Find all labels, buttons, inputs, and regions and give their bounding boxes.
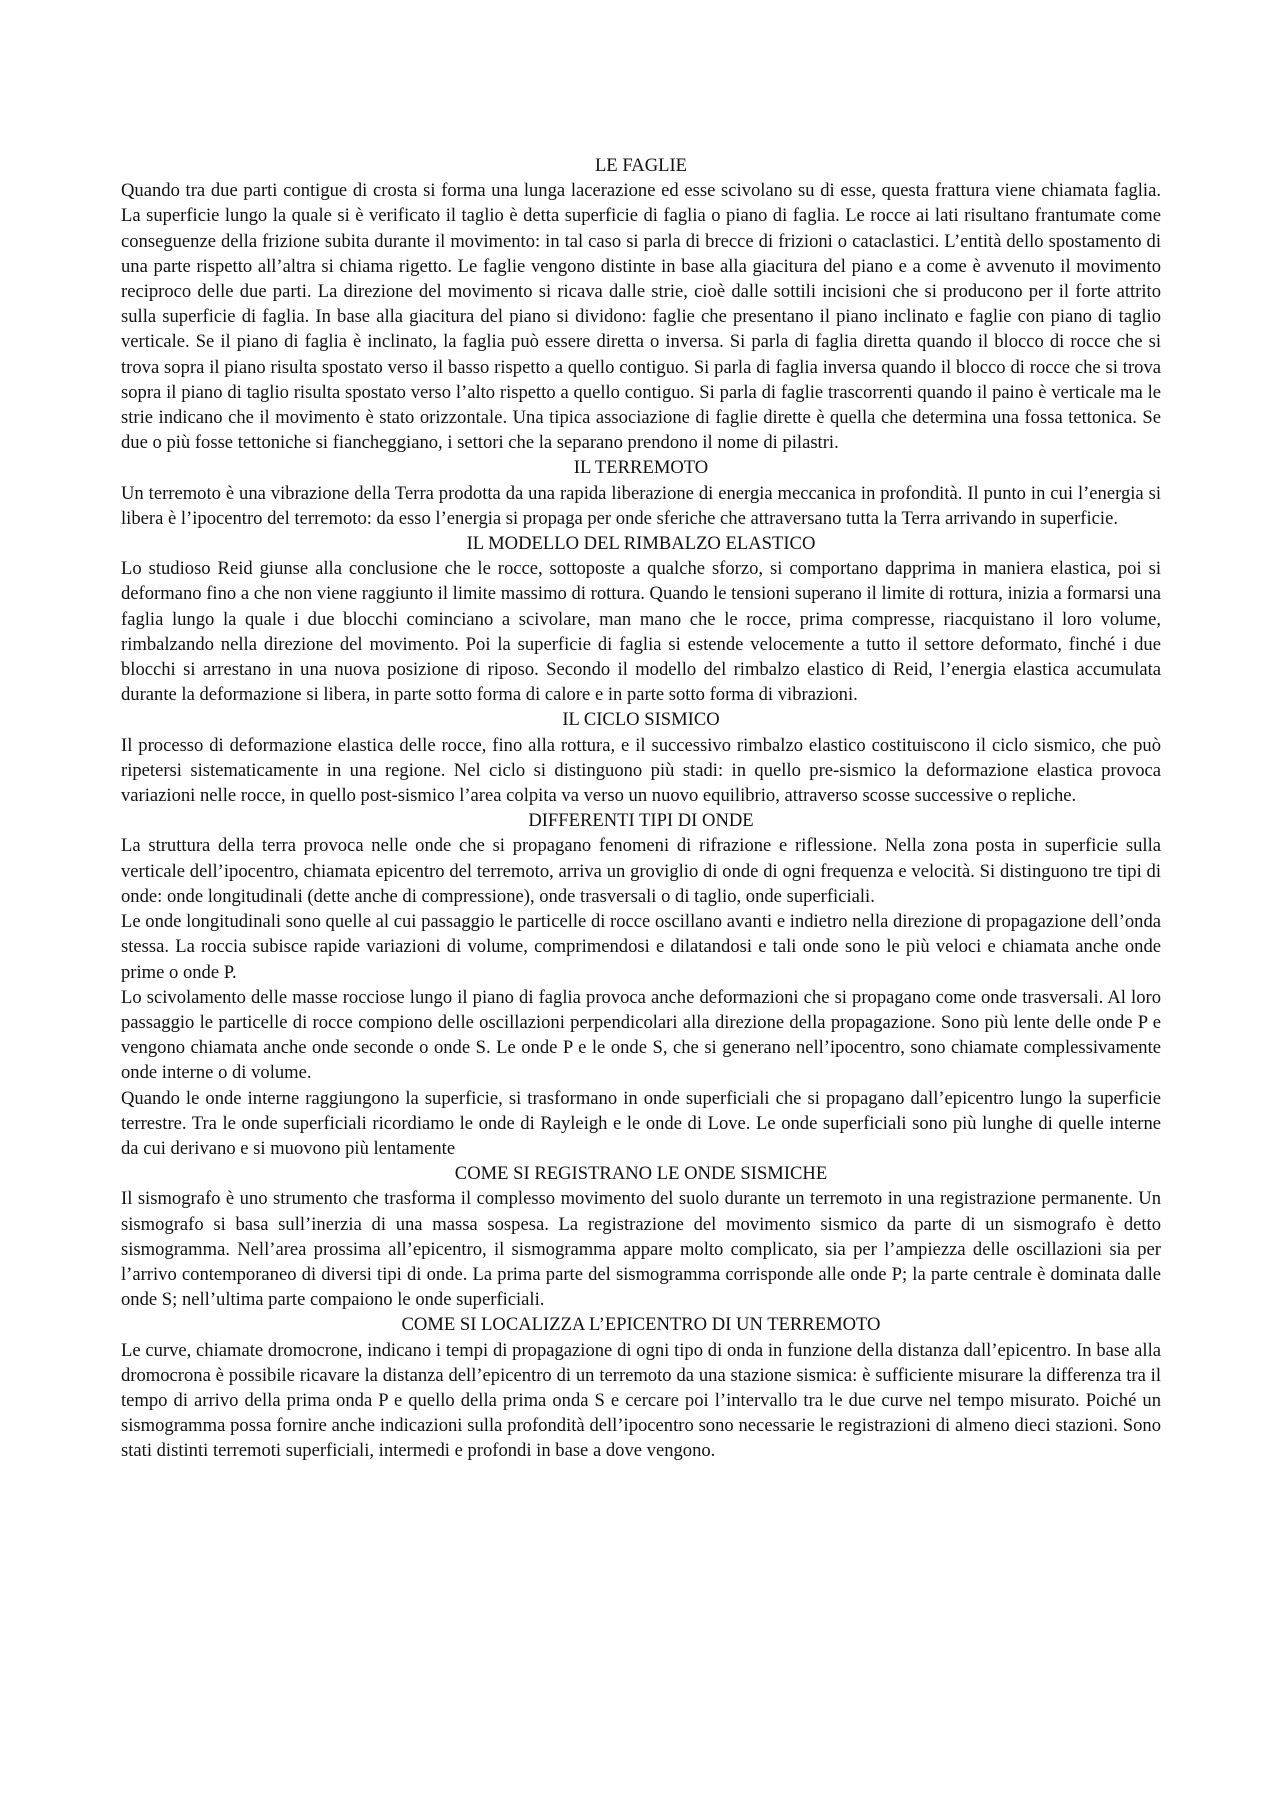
- paragraph: Quando le onde interne raggiungono la superficie, si trasformano in onde superficiali che si propagano dall’epicentro lungo la superficie terrestre. Tra le onde superficiali ricordiamo le onde di Rayleigh e le onde di Love. Le onde superficiali sono più lunghe di quelle interne da cui derivano e si muovono più lentamente: [121, 1087, 1161, 1159]
- section-terremoto: [121, 455, 1161, 531]
- paragraph: La struttura della terra provoca nelle onde che si propagano fenomeni di rifrazione e riflessione. Nella zona posta in superficie sulla verticale dell’ipocentro, chiamata epicentro del terremoto, arriva un groviglio di onde di ogni frequenza e velocità. Si distinguono tre tipi di onde: onde longitudinali (dette anche di compressione), onde trasversali o di taglio, onde superficiali.: [121, 835, 1161, 907]
- section-ciclo-sismico: [121, 707, 1161, 808]
- section-faglie: [121, 153, 1161, 455]
- paragraph: Lo scivolamento delle masse rocciose lungo il piano di faglia provoca anche deformazioni che si propagano come onde trasversali. Al loro passaggio le particelle di rocce compiono delle oscillazioni perpendicolari alla direzione della propagazione. Sono più lente delle onde P e vengono chiamata anche onde seconde o onde S. Le onde P e le onde S, che si generano nell’ipocentro, sono chiamate complessivamente onde interne o di volume.: [121, 986, 1161, 1084]
- section-title: COME SI LOCALIZZA L’EPICENTRO DI UN TERREMOTO: [401, 1314, 881, 1336]
- section-registrazione-onde: [121, 1161, 1161, 1312]
- section-title: DIFFERENTI TIPI DI ONDE: [528, 810, 754, 832]
- section-title: LE FAGLIE: [594, 155, 688, 176]
- section-title: IL MODELLO DEL RIMBALZO ELASTICO: [466, 533, 816, 555]
- paragraph: Le curve, chiamate dromocrone, indicano i tempi di propagazione di ogni tipo di onda in funzione della distanza dall’epicentro. In base alla dromocrona è possibile ricavare la distanza dell’epicentro di un terremoto da una stazione sismica: è sufficiente misurare la differenza tra il tempo di arrivo della prima onda P e quello della prima onda S e cercare poi l’intervallo tra le due curve nel tempo misurato. Poiché un sismogramma possa fornire anche indicazioni sulla profondità dell’ipocentro sono necessarie le registrazioni di almeno dieci stazioni. Sono stati distinti terremoti superficiali, intermedi e profondi in base a dove vengono.: [121, 1339, 1161, 1462]
- paragraph: Un terremoto è una vibrazione della Terra prodotta da una rapida liberazione di energia meccanica in profondità. Il punto in cui l’energia si libera è l’ipocentro del terremoto: da esso l’energia si propaga per onde sferiche che attraversano tutta la Terra arrivando in superficie.: [121, 482, 1161, 529]
- paragraph: Lo studioso Reid giunse alla conclusione che le rocce, sottoposte a qualche sforzo, si comportano dapprima in maniera elastica, poi si deformano fino a che non viene raggiunto il limite massimo di rottura. Quando le tensioni superano il limite di rottura, inizia a formarsi una faglia lungo la quale i due blocchi cominciano a scivolare, man mano che le rocce, prima compresse, riacquistano il loro volume, rimbalzando nella direzione del movimento. Poi la superficie di faglia si estende velocemente a tutto il settore deformato, finché i due blocchi si arrestano in una nuova posizione di riposo. Secondo il modello del rimbalzo elastico di Reid, l’energia elastica accumulata durante la deformazione si libera, in parte sotto forma di calore e in parte sotto forma di vibrazioni.: [121, 558, 1161, 706]
- document-page: [121, 153, 1161, 1464]
- paragraph: Il processo di deformazione elastica delle rocce, fino alla rottura, e il successivo rimbalzo elastico costituiscono il ciclo sismico, che può ripetersi sistematicamente in una regione. Nel ciclo si distinguono più stadi: in quello pre-sismico la deformazione elastica provoca variazioni nelle rocce, in quello post-sismico l’area colpita va verso un nuovo equilibrio, attraverso scosse successive o repliche.: [121, 734, 1161, 807]
- section-title: IL TERREMOTO: [573, 457, 709, 479]
- section-localizzazione-epicentro: [121, 1312, 1161, 1463]
- section-title: IL CICLO SISMICO: [562, 709, 720, 731]
- section-tipi-di-onde: [121, 808, 1161, 1161]
- paragraph: Le onde longitudinali sono quelle al cui passaggio le particelle di rocce oscillano avanti e indietro nella direzione di propagazione dell’onda stessa. La roccia subisce rapide variazioni di volume, comprimendosi e dilatandosi e tali onde sono le più veloci e chiamata anche onde prime o onde P.: [121, 911, 1161, 983]
- paragraph: Quando tra due parti contigue di crosta si forma una lunga lacerazione ed esse scivolano su di esse, questa frattura viene chiamata faglia. La superficie lungo la quale si è verificato il taglio è detta superficie di faglia o piano di faglia. Le rocce ai lati risultano frantumate come conseguenze della frizione subita durante il movimento: in tal caso si parla di brecce di frizioni o cataclastici. L’entità dello spostamento di una parte rispetto all’altra si chiama rigetto. Le faglie vengono distinte in base alla giacitura del piano e a come è avvenuto il movimento reciproco delle due parti. La direzione del movimento si ricava dalle strie, cioè dalle sottili incisioni che si producono per il forte attrito sulla superficie di faglia. In base alla giacitura del piano si dividono: faglie che presentano il piano inclinato e faglie con piano di taglio verticale. Se il piano di faglia è inclinato, la faglia può essere diretta o inversa. Si parla di faglia diretta quando il blocco di rocce che si trova sopra il piano risulta spostato verso il basso rispetto a quello contiguo. Si parla di faglia inversa quando il blocco di rocce che si trova sopra il piano di taglio risulta spostato verso l’alto rispetto a quello contiguo. Si parla di faglie trascorrenti quando il paino è verticale ma le strie indicano che il movimento è stato orizzontale. Una tipica associazione di faglie dirette è quella che determina una fossa tettonica. Se due o più fosse tettoniche si fiancheggiano, i settori che la separano prendono il nome di pilastri.: [121, 180, 1161, 454]
- section-rimbalzo-elastico: [121, 531, 1161, 707]
- section-title: COME SI REGISTRANO LE ONDE SISMICHE: [454, 1163, 828, 1185]
- paragraph: Il sismografo è uno strumento che trasforma il complesso movimento del suolo durante un terremoto in una registrazione permanente. Un sismografo si basa sull’inerzia di una massa sospesa. La registrazione del movimento sismico da parte di un sismografo è detto sismogramma. Nell’area prossima all’epicentro, il sismogramma appare molto complicato, sia per l’ampiezza delle oscillazioni sia per l’arrivo contemporaneo di diversi tipi di onde. La prima parte del sismogramma corrisponde alle onde P; la parte centrale è dominata dalle onde S; nell’ultima parte compaiono le onde superficiali.: [121, 1188, 1161, 1311]
